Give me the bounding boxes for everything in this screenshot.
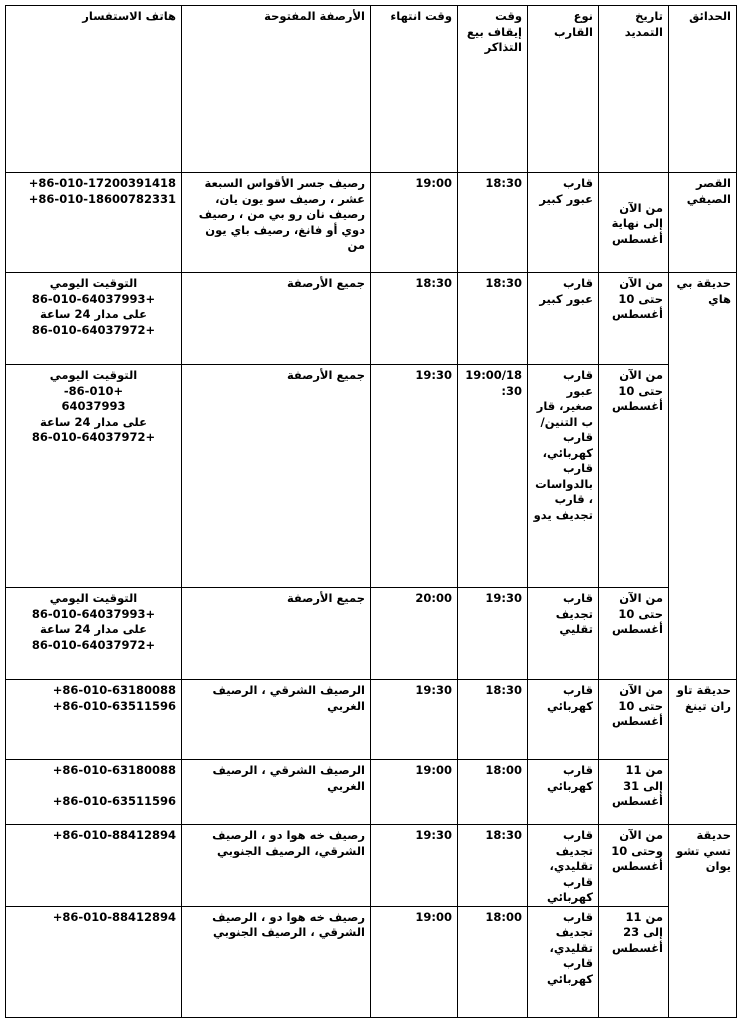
phone-line: على مدار 24 ساعة (39, 307, 147, 322)
table-header-row (6, 6, 737, 173)
docks-cell: الرصيف الشرقي ، الرصيف الغربي (182, 680, 371, 760)
end-time-cell: 19:00 (371, 760, 458, 825)
boat-type-cell: قارب تجديف تقليدي، قارب كهربائي (528, 906, 599, 1017)
stop-sale-cell: 19:30 (458, 588, 528, 680)
phone-line: التوقيت اليومي (49, 591, 138, 606)
phone-cell (6, 273, 182, 365)
park-name: حديقة بي هاي (676, 276, 731, 306)
docks-cell: رصيف خه هوا دو ، الرصيف الشرقي ، الرصيف الجنوبي (182, 906, 371, 1017)
end-time-cell: 19:30 (371, 680, 458, 760)
boat-type-cell: قارب كهربائي (528, 680, 599, 760)
header-park: الحدائق (669, 6, 737, 173)
phone-line: +86-010-63180088 (52, 763, 176, 778)
phone-line: التوقيت اليومي (49, 368, 138, 383)
park-name: حديقة تاو ران تينغ (676, 683, 731, 713)
end-time-cell: 19:30 (371, 825, 458, 907)
boat-type-cell: قارب عبور صغير، قار ب التنين/ قارب كهربائي، قارب بالدواسات ، قارب تجديف يدو (528, 365, 599, 588)
boat-type-cell: قارب عبور كبير (528, 173, 599, 273)
date-cell: من الآن حتى 10 أغسطس (599, 680, 669, 760)
date-cell: من الآن إلى نهاية أغسطس (599, 173, 669, 273)
date-cell: من الآن حتى 10 أغسطس (599, 588, 669, 680)
stop-sale-cell: 18:30 (458, 680, 528, 760)
boat-type-cell: قارب تجديف تقليدي، قارب كهربائي (528, 825, 599, 907)
park-cell (669, 825, 737, 1018)
park-name: القصر الصيفي (686, 176, 731, 206)
park-cell (669, 173, 737, 273)
end-time-cell: 18:30 (371, 273, 458, 365)
docks-cell: الرصيف الشرقي ، الرصيف الغربي (182, 760, 371, 825)
stop-sale-cell: 18:00 (458, 760, 528, 825)
phone-cell (6, 760, 182, 825)
table-row (6, 365, 737, 588)
phone-line: +86-010-63511596 (52, 794, 176, 809)
boat-type-cell: قارب تجديف تقليي (528, 588, 599, 680)
phone-line: +86-010-63511596 (52, 698, 176, 713)
docks-cell: رصيف جسر الأقواس السبعة عشر ، رصيف سو يون يان، رصيف نان رو بي من ، رصيف دوي أو فانغ، رصيف باي يون من (182, 173, 371, 273)
table-row (6, 173, 737, 273)
table-row (6, 906, 737, 1017)
phone-line: +86-010-88412894 (52, 828, 176, 843)
park-cell (669, 273, 737, 680)
phone-line: التوقيت اليومي (49, 276, 138, 291)
phone-cell (6, 680, 182, 760)
end-time-cell: 19:30 (371, 365, 458, 588)
end-time-cell: 19:00 (371, 173, 458, 273)
phone-line: +86-010-64037972 (31, 637, 156, 652)
stop-sale-cell: 18:00 (458, 906, 528, 1017)
header-boat-type: نوع القارب (528, 6, 599, 173)
phone-cell (6, 173, 182, 273)
stop-sale-cell: 18:30 (458, 273, 528, 365)
stop-sale-cell: 18:30 (458, 173, 528, 273)
park-cell (669, 680, 737, 825)
table-row (6, 680, 737, 760)
phone-line: +86-010-64037972 (31, 430, 156, 445)
table-row (6, 588, 737, 680)
stop-sale-cell: 19:00/18:30 (458, 365, 528, 588)
phone-line: 64037993 (61, 399, 126, 414)
stop-sale-cell: 18:30 (458, 825, 528, 907)
date-cell: من الآن وحتى 10 أغسطس (599, 825, 669, 907)
date-cell: من 11 إلى 23 أغسطس (599, 906, 669, 1017)
phone-line: +86-010-63180088 (52, 683, 176, 698)
park-name: حديقة تسي تشو يوان (676, 828, 731, 874)
docks-cell: جميع الأرصفة (182, 588, 371, 680)
docks-cell: جميع الأرصفة (182, 273, 371, 365)
header-phone: هاتف الاستفسار (6, 6, 182, 173)
docks-cell: رصيف خه هوا دو ، الرصيف الشرقي، الرصيف الجنوبي (182, 825, 371, 907)
header-stop-sale-time: وقت إيقاف بيع التذاكر (458, 6, 528, 173)
docks-cell: جميع الأرصفة (182, 365, 371, 588)
phone-line: +86-010-17200391418 (28, 176, 176, 191)
phone-cell (6, 365, 182, 588)
date-cell: من 11 إلى 31 أغسطس (599, 760, 669, 825)
header-extension-date: تاريخ التمديد (599, 6, 669, 173)
table-row (6, 825, 737, 907)
phone-line: +86-010-64037993 (31, 291, 156, 306)
phone-line (11, 779, 176, 795)
boat-schedule-table (5, 5, 737, 1018)
phone-cell (6, 588, 182, 680)
phone-line: على مدار 24 ساعة (39, 622, 147, 637)
phone-cell (6, 825, 182, 907)
phone-line: على مدار 24 ساعة (39, 414, 147, 429)
end-time-cell: 20:00 (371, 588, 458, 680)
table-row (6, 273, 737, 365)
header-end-time: وقت انتهاء (371, 6, 458, 173)
phone-line: +86-010-64037972 (31, 322, 156, 337)
date-cell: من الآن حتى 10 أغسطس (599, 273, 669, 365)
header-open-docks: الأرصفة المفتوحة (182, 6, 371, 173)
phone-line: +86-010-18600782331 (28, 191, 176, 206)
boat-type-cell: قارب عبور كبير (528, 273, 599, 365)
table-row (6, 760, 737, 825)
phone-cell (6, 906, 182, 1017)
boat-type-cell: قارب كهربائي (528, 760, 599, 825)
phone-line: +86-010-64037993 (31, 606, 156, 621)
date-cell: من الآن حتى 10 أغسطس (599, 365, 669, 588)
end-time-cell: 19:00 (371, 906, 458, 1017)
phone-line: +86-010-88412894 (52, 909, 176, 924)
phone-line: +86-010- (63, 383, 124, 398)
